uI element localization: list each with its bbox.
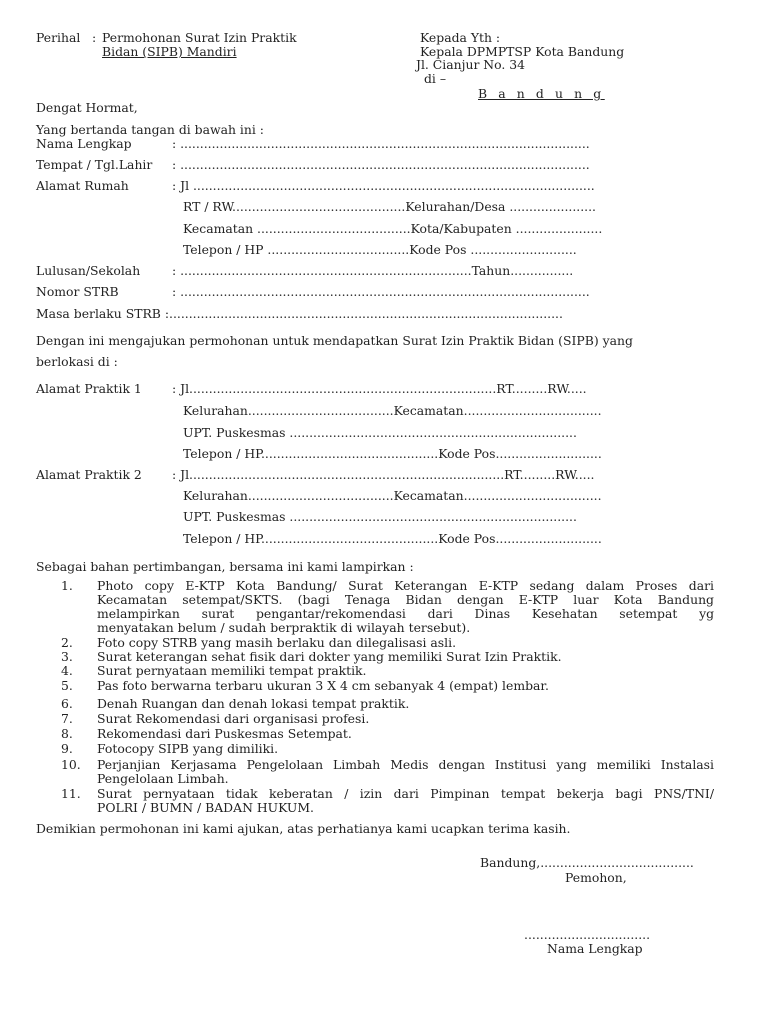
list-number: 9.	[61, 741, 73, 756]
recipient: Kepala DPMPTSP Kota Bandung	[420, 44, 625, 59]
list-item: Foto copy STRB yang masih berlaku dan dilegalisasi asli.	[97, 635, 457, 650]
list-item: Rekomendasi dari Puskesmas Setempat.	[97, 726, 352, 741]
praktik1-jl-field: : Jl..............................................................................RT.........RW.....	[172, 381, 587, 396]
list-item: Photo copy E-KTP Kota Bandung/ Surat Keterangan E-KTP sedang dalam Proses dari	[97, 578, 714, 593]
ttl-label: Tempat / Tgl.Lahir	[36, 157, 153, 172]
ttl-field: : ........................................................................................................	[172, 157, 590, 172]
list-item-cont: POLRI / BUMN / BADAN HUKUM.	[97, 800, 314, 815]
lulusan-field: : ..........................................................................Tahun................	[172, 263, 574, 278]
praktik2-label: Alamat Praktik 2	[36, 467, 142, 482]
list-number: 5.	[61, 678, 73, 693]
recipient-address: Jl. Cianjur No. 34	[416, 57, 526, 72]
praktik2-telepon-field: Telepon / HP.............................................Kode Pos...........................	[183, 531, 602, 546]
greeting: Dengat Hormat,	[36, 100, 138, 115]
alamat-label: Alamat Rumah	[36, 178, 129, 193]
list-item-cont: Pengelolaan Limbah.	[97, 771, 229, 786]
closing: Demikian permohonan ini kami ajukan, atas perhatianya kami ucapkan terima kasih.	[36, 821, 571, 836]
praktik2-upt-field: UPT. Puskesmas .........................................................................	[183, 509, 577, 524]
kecamatan-field: Kecamatan .......................................Kota/Kabupaten ......................	[183, 221, 603, 236]
di: di –	[424, 71, 447, 86]
list-item: Surat keterangan sehat fisik dari dokter yang memiliki Surat Izin Praktik.	[97, 649, 562, 664]
intro: Yang bertanda tangan di bawah ini :	[36, 122, 264, 137]
lulusan-label: Lulusan/Sekolah	[36, 263, 141, 278]
request-line2: berlokasi di :	[36, 354, 118, 369]
list-number: 6.	[61, 696, 73, 711]
list-number: 11.	[61, 786, 81, 801]
list-number: 3.	[61, 649, 73, 664]
list-number: 1.	[61, 578, 73, 593]
list-item: Surat pernyataan memiliki tempat praktik.	[97, 663, 367, 678]
perihal-subject-line1: Permohonan Surat Izin Praktik	[102, 30, 297, 45]
request-line1: Dengan ini mengajukan permohonan untuk mendapatkan Surat Izin Praktik Bidan (SIPB) yang	[36, 333, 633, 348]
perihal-colon: :	[92, 30, 97, 45]
kepada-yth: Kepada Yth :	[420, 30, 501, 45]
strb-label: Nomor STRB	[36, 284, 119, 299]
praktik1-label: Alamat Praktik 1	[36, 381, 142, 396]
list-item-cont: melampirkan surat pengantar/rekomendasi dari Dinas Kesehatan setempat yg	[97, 606, 714, 621]
nama-label: Nama Lengkap	[36, 136, 132, 151]
list-item-cont: Kecamatan setempat/SKTS. (bagi Tenaga Bidan dengan E-KTP luar Kota Bandung	[97, 592, 714, 607]
praktik1-kelurahan-field: Kelurahan.....................................Kecamatan...................................	[183, 403, 602, 418]
list-number: 10.	[61, 757, 81, 772]
list-item: Perjanjian Kerjasama Pengelolaan Limbah Medis dengan Institusi yang memiliki Instalasi	[97, 757, 714, 772]
strb-field: : ........................................................................................................	[172, 284, 590, 299]
telepon-field: Telepon / HP ....................................Kode Pos ...........................	[183, 242, 577, 257]
list-item-cont: menyatakan belum / sudah berpraktik di wilayah tersebut).	[97, 620, 471, 635]
perihal-subject-line2: Bidan (SIPB) Mandiri	[102, 44, 237, 59]
list-item: Surat Rekomendasi dari organisasi profesi.	[97, 711, 370, 726]
praktik2-jl-field: : Jl................................................................................RT.........RW.....	[172, 467, 595, 482]
signature-pemohon: Pemohon,	[565, 870, 627, 885]
alamat-field: : Jl ......................................................................................................	[172, 178, 595, 193]
list-number: 2.	[61, 635, 73, 650]
masa-strb-field: Masa berlaku STRB :....................................................................................................	[36, 306, 563, 321]
lampiran-intro: Sebagai bahan pertimbangan, bersama ini kami lampirkan :	[36, 559, 414, 574]
signature-line: ................................	[524, 927, 651, 942]
list-number: 7.	[61, 711, 73, 726]
praktik1-telepon-field: Telepon / HP.............................................Kode Pos...........................	[183, 446, 602, 461]
list-number: 4.	[61, 663, 73, 678]
perihal-label: Perihal	[36, 30, 81, 45]
nama-field: : ........................................................................................................	[172, 136, 590, 151]
list-item: Pas foto berwarna terbaru ukuran 3 X 4 cm sebanyak 4 (empat) lembar.	[97, 678, 549, 693]
list-number: 8.	[61, 726, 73, 741]
list-item: Fotocopy SIPB yang dimiliki.	[97, 741, 279, 756]
list-item: Denah Ruangan dan denah lokasi tempat praktik.	[97, 696, 410, 711]
praktik1-upt-field: UPT. Puskesmas .........................................................................	[183, 425, 577, 440]
list-item: Surat pernyataan tidak keberatan / izin dari Pimpinan tempat bekerja bagi PNS/TNI/	[97, 786, 714, 801]
rtrw-field: RT / RW............................................Kelurahan/Desa ......................	[183, 199, 596, 214]
praktik2-kelurahan-field: Kelurahan.....................................Kecamatan...................................	[183, 488, 602, 503]
signature-name: Nama Lengkap	[547, 941, 643, 956]
city: B a n d u n g	[478, 86, 605, 101]
signature-place-date: Bandung,.......................................	[480, 855, 694, 870]
